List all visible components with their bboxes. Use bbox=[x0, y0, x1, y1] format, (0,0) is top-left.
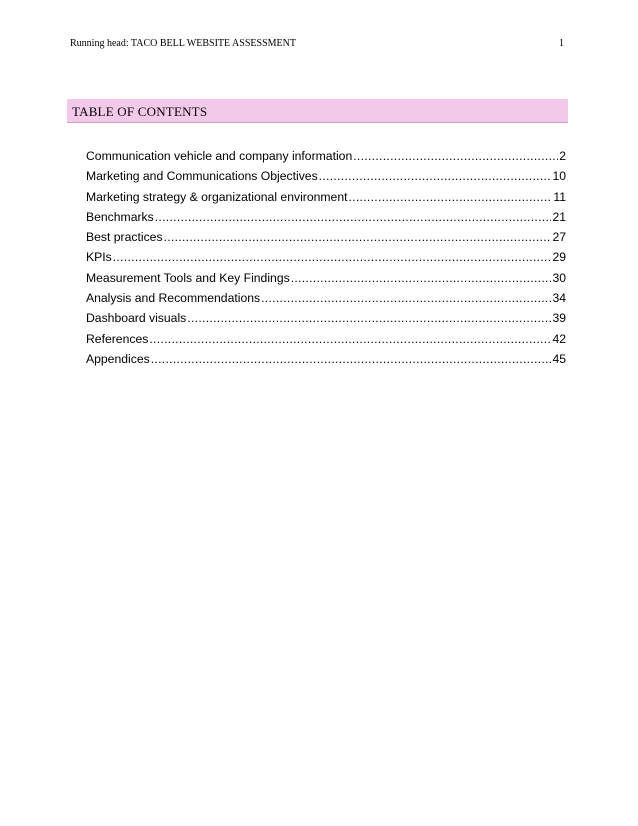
toc-entry-page: 39 bbox=[552, 311, 566, 326]
dot-leader bbox=[155, 210, 552, 224]
toc-title: TABLE OF CONTENTS bbox=[72, 104, 208, 119]
toc-heading-banner bbox=[67, 99, 568, 123]
dot-leader bbox=[319, 169, 552, 183]
toc-entry-page: 29 bbox=[552, 250, 566, 265]
dot-leader bbox=[164, 230, 552, 244]
toc-entry[interactable] bbox=[86, 190, 566, 210]
dot-leader bbox=[151, 352, 552, 366]
running-head: Running head: TACO BELL WEBSITE ASSESSMENT bbox=[70, 38, 296, 49]
toc-entry[interactable] bbox=[86, 250, 566, 270]
table-of-contents bbox=[86, 149, 566, 372]
dot-leader bbox=[113, 250, 552, 264]
toc-entry-page: 2 bbox=[559, 149, 566, 163]
toc-entry-page: 45 bbox=[552, 351, 566, 366]
toc-entry-page: 10 bbox=[552, 169, 566, 184]
toc-entry[interactable] bbox=[86, 332, 566, 352]
toc-entry[interactable] bbox=[86, 210, 566, 230]
dot-leader bbox=[353, 149, 558, 163]
dot-leader bbox=[291, 271, 552, 285]
toc-entry-page: 42 bbox=[552, 331, 566, 346]
toc-entry-page: 30 bbox=[552, 270, 566, 285]
toc-entry-page: 34 bbox=[552, 291, 566, 306]
toc-entry-title: Best practices bbox=[86, 230, 163, 245]
toc-entry[interactable] bbox=[86, 169, 566, 189]
page-header bbox=[70, 38, 568, 52]
toc-entry-title: Marketing and Communications Objectives bbox=[86, 169, 318, 184]
toc-entry-title: References bbox=[86, 331, 149, 346]
toc-entry-page: 27 bbox=[552, 230, 566, 245]
dot-leader bbox=[349, 190, 553, 204]
toc-entry[interactable] bbox=[86, 311, 566, 331]
toc-entry[interactable] bbox=[86, 230, 566, 250]
page-number: 1 bbox=[559, 38, 564, 49]
toc-entry-title: Appendices bbox=[86, 351, 150, 366]
toc-entry-title: Marketing strategy & organizational environment bbox=[86, 189, 348, 204]
toc-entry-title: Measurement Tools and Key Findings bbox=[86, 270, 290, 285]
toc-entry-page: 11 bbox=[553, 189, 566, 204]
dot-leader bbox=[261, 291, 551, 305]
toc-entry-title: Dashboard visuals bbox=[86, 311, 187, 326]
toc-entry[interactable] bbox=[86, 149, 566, 169]
toc-entry-title: Communication vehicle and company information bbox=[86, 149, 353, 163]
dot-leader bbox=[149, 332, 551, 346]
toc-entry[interactable] bbox=[86, 271, 566, 291]
toc-entry[interactable] bbox=[86, 352, 566, 372]
toc-entry-title: KPIs bbox=[86, 250, 112, 265]
toc-entry-title: Analysis and Recommendations bbox=[86, 291, 261, 306]
toc-entry-page: 21 bbox=[552, 209, 566, 224]
toc-entry[interactable] bbox=[86, 291, 566, 311]
dot-leader bbox=[187, 311, 551, 325]
toc-entry-title: Benchmarks bbox=[86, 209, 154, 224]
